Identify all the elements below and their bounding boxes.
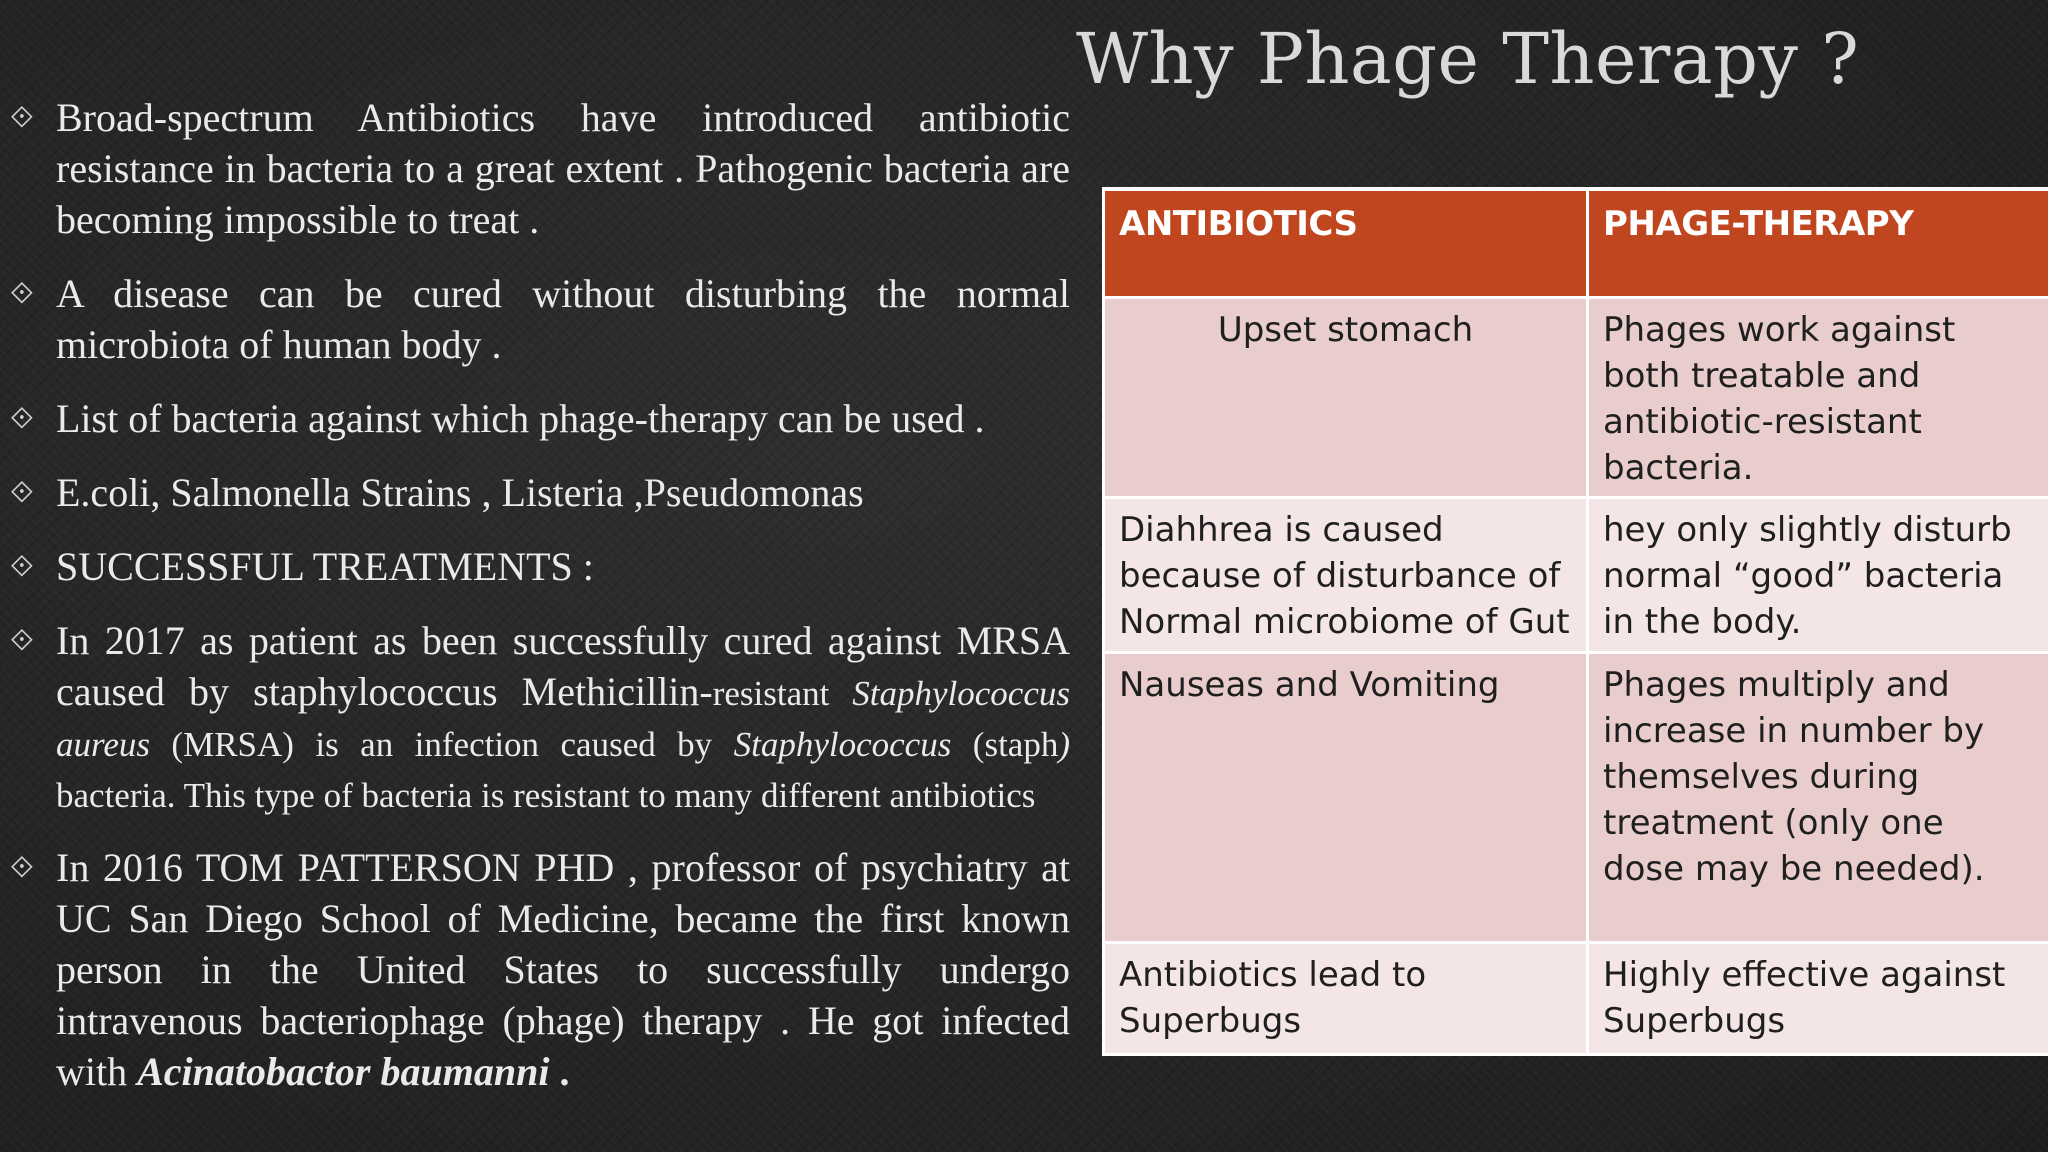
diamond-bullet-icon: ⟐ bbox=[10, 100, 34, 135]
bullet-text: Broad-spectrum Antibiotics have introduced antibiotic resistance in bacteria to a great extent . Pathogenic bacteria are becoming impossible to treat . bbox=[56, 95, 1070, 242]
mrsa-text-3: (MRSA) is an infection caused by bbox=[149, 725, 734, 764]
diamond-bullet-icon: ⟐ bbox=[10, 850, 34, 885]
pathogen-name: Acinatobactor baumanni bbox=[137, 1049, 550, 1094]
bullet-text: SUCCESSFUL TREATMENTS : bbox=[56, 544, 594, 589]
header-antibiotics: ANTIBIOTICS bbox=[1104, 189, 1588, 297]
bullet-item bbox=[10, 268, 1070, 370]
bullet-text bbox=[56, 615, 1070, 819]
mrsa-text-2: resistant bbox=[712, 674, 853, 713]
slide-title: Why Phage Therapy ? bbox=[1076, 18, 1860, 100]
bullet-text: List of bacteria against which phage-therapy can be used . bbox=[56, 396, 985, 441]
diamond-bullet-icon: ⟐ bbox=[10, 401, 34, 436]
bullet-text: A disease can be cured without disturbing the normal microbiota of human body . bbox=[56, 271, 1070, 367]
table-row bbox=[1104, 497, 2048, 652]
mrsa-paren: ) bbox=[1058, 725, 1070, 764]
header-phage-therapy: PHAGE-THERAPY bbox=[1588, 189, 2048, 297]
species-name: Staphylococcus aureus bbox=[56, 674, 1070, 764]
bullet-text bbox=[56, 842, 1070, 1097]
bullet-item bbox=[10, 92, 1070, 245]
diamond-bullet-icon: ⟐ bbox=[10, 475, 34, 510]
table-cell: Antibiotics lead to Superbugs bbox=[1104, 942, 1588, 1054]
patterson-period: . bbox=[549, 1049, 570, 1094]
table-cell: Phages multiply and increase in number by themselves during treatment (only one dose may be needed). bbox=[1588, 652, 2048, 942]
mrsa-text-5: bacteria. This type of bacteria is resistant to many different antibiotics bbox=[56, 776, 1036, 815]
bullet-item-mrsa bbox=[10, 615, 1070, 819]
genus-name: Staphylococcus bbox=[733, 725, 952, 764]
table-cell: Upset stomach bbox=[1104, 297, 1588, 497]
table-header-row bbox=[1104, 189, 2048, 297]
table-cell: Diahhrea is caused because of disturbance of Normal microbiome of Gut bbox=[1104, 497, 1588, 652]
bullet-text: E.coli, Salmonella Strains , Listeria ,Pseudomonas bbox=[56, 470, 864, 515]
table-row bbox=[1104, 652, 2048, 942]
table-row bbox=[1104, 297, 2048, 497]
table-cell: Phages work against both treatable and antibiotic-resistant bacteria. bbox=[1588, 297, 2048, 497]
bullet-item bbox=[10, 541, 1070, 592]
table-cell: Highly effective against Superbugs bbox=[1588, 942, 2048, 1054]
bullet-item bbox=[10, 467, 1070, 518]
table-cell: Nauseas and Vomiting bbox=[1104, 652, 1588, 942]
bullet-list bbox=[10, 92, 1070, 1120]
mrsa-text-1: In 2017 as patient as been successfully cured against MRSA caused by staphylococcus Methicillin- bbox=[56, 618, 1070, 714]
table-row bbox=[1104, 942, 2048, 1054]
diamond-bullet-icon: ⟐ bbox=[10, 549, 34, 584]
bullet-item bbox=[10, 393, 1070, 444]
comparison-table bbox=[1102, 187, 2048, 1056]
mrsa-text-4: (staph bbox=[951, 725, 1059, 764]
table-cell: hey only slightly disturb normal “good” bacteria in the body. bbox=[1588, 497, 2048, 652]
bullet-item-patterson bbox=[10, 842, 1070, 1097]
patterson-text: In 2016 TOM PATTERSON PHD , professor of psychiatry at UC San Diego School of Medicine, became the first known person in the United States to successfully undergo intravenous bacteriophage (phage) therapy . He got infected with bbox=[56, 845, 1070, 1094]
diamond-bullet-icon: ⟐ bbox=[10, 276, 34, 311]
diamond-bullet-icon: ⟐ bbox=[10, 623, 34, 658]
